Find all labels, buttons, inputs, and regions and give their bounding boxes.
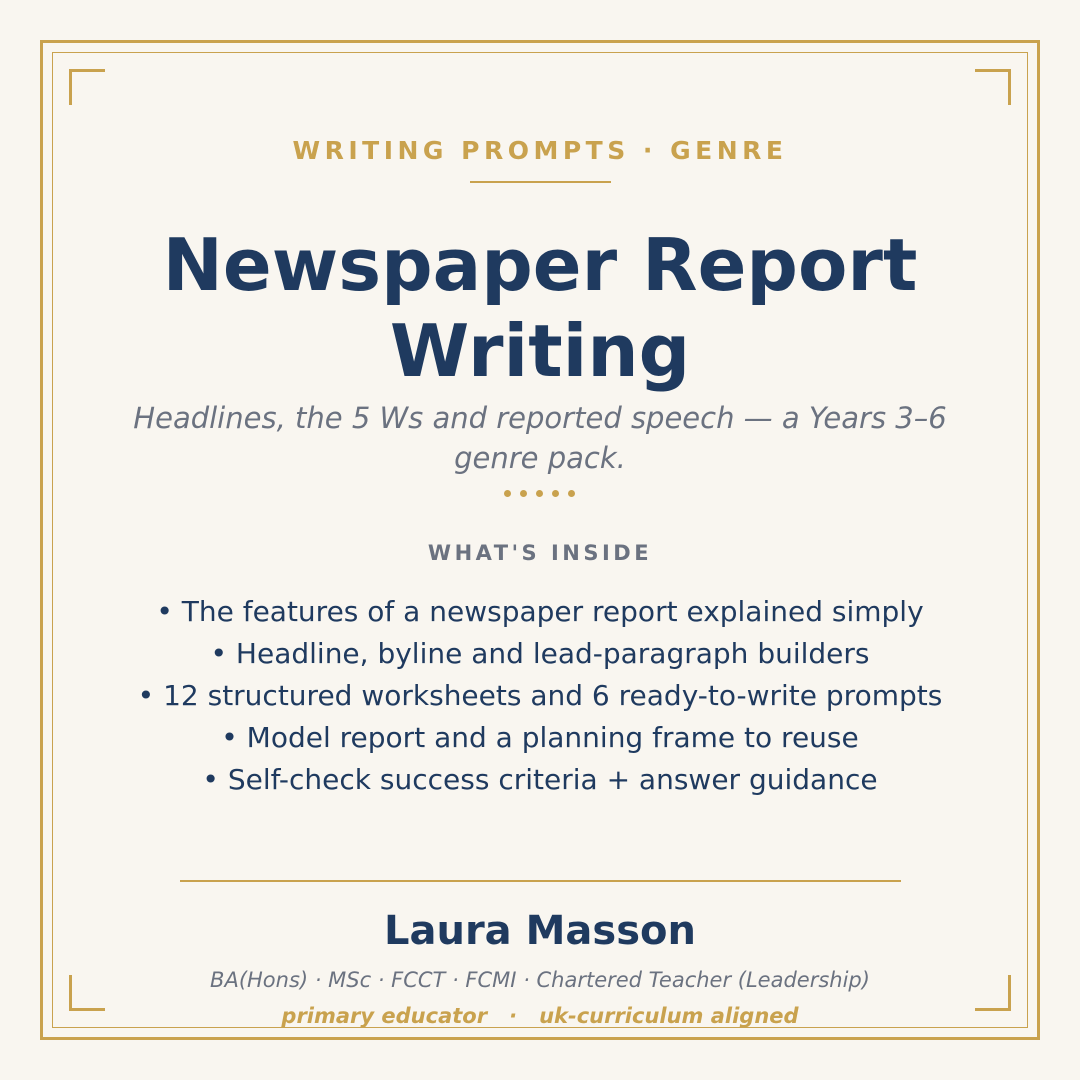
eyebrow-divider [470, 181, 611, 183]
author-divider [180, 880, 901, 882]
tagline-separator: · [509, 1004, 518, 1028]
list-item: • 12 structured worksheets and 6 ready-to-write prompts [137, 679, 943, 712]
page-title [0, 222, 1080, 394]
tagline-role: primary educator [281, 1004, 488, 1028]
corner-ornament-top-right [975, 69, 1011, 105]
corner-ornament-top-left [69, 69, 105, 105]
eyebrow-label: WRITING PROMPTS · GENRE [292, 136, 788, 165]
dot [520, 490, 527, 497]
list-item: • Headline, byline and lead-paragraph builders [210, 637, 870, 670]
author-name: Laura Masson [384, 908, 696, 954]
author-tagline [0, 1002, 1080, 1030]
tagline-alignment: uk-curriculum aligned [539, 1004, 799, 1028]
dot [536, 490, 543, 497]
contents-list [110, 591, 970, 801]
dot [504, 490, 511, 497]
list-item: • Self-check success criteria + answer guidance [202, 763, 878, 796]
list-item: • The features of a newspaper report explained simply [156, 595, 924, 628]
title-line-1: Newspaper Report [162, 223, 918, 307]
section-label-whats-inside: WHAT'S INSIDE [427, 541, 653, 565]
subtitle: Headlines, the 5 Ws and reported speech — a Years 3–6 genre pack. [133, 401, 947, 475]
list-item: • Model report and a planning frame to reuse [221, 721, 859, 754]
dot [552, 490, 559, 497]
author-credentials: BA(Hons) · MSc · FCCT · FCMI · Chartered Teacher (Leadership) [210, 968, 870, 992]
title-line-2: Writing [389, 309, 691, 393]
dot [568, 490, 575, 497]
dot-divider [504, 490, 575, 497]
